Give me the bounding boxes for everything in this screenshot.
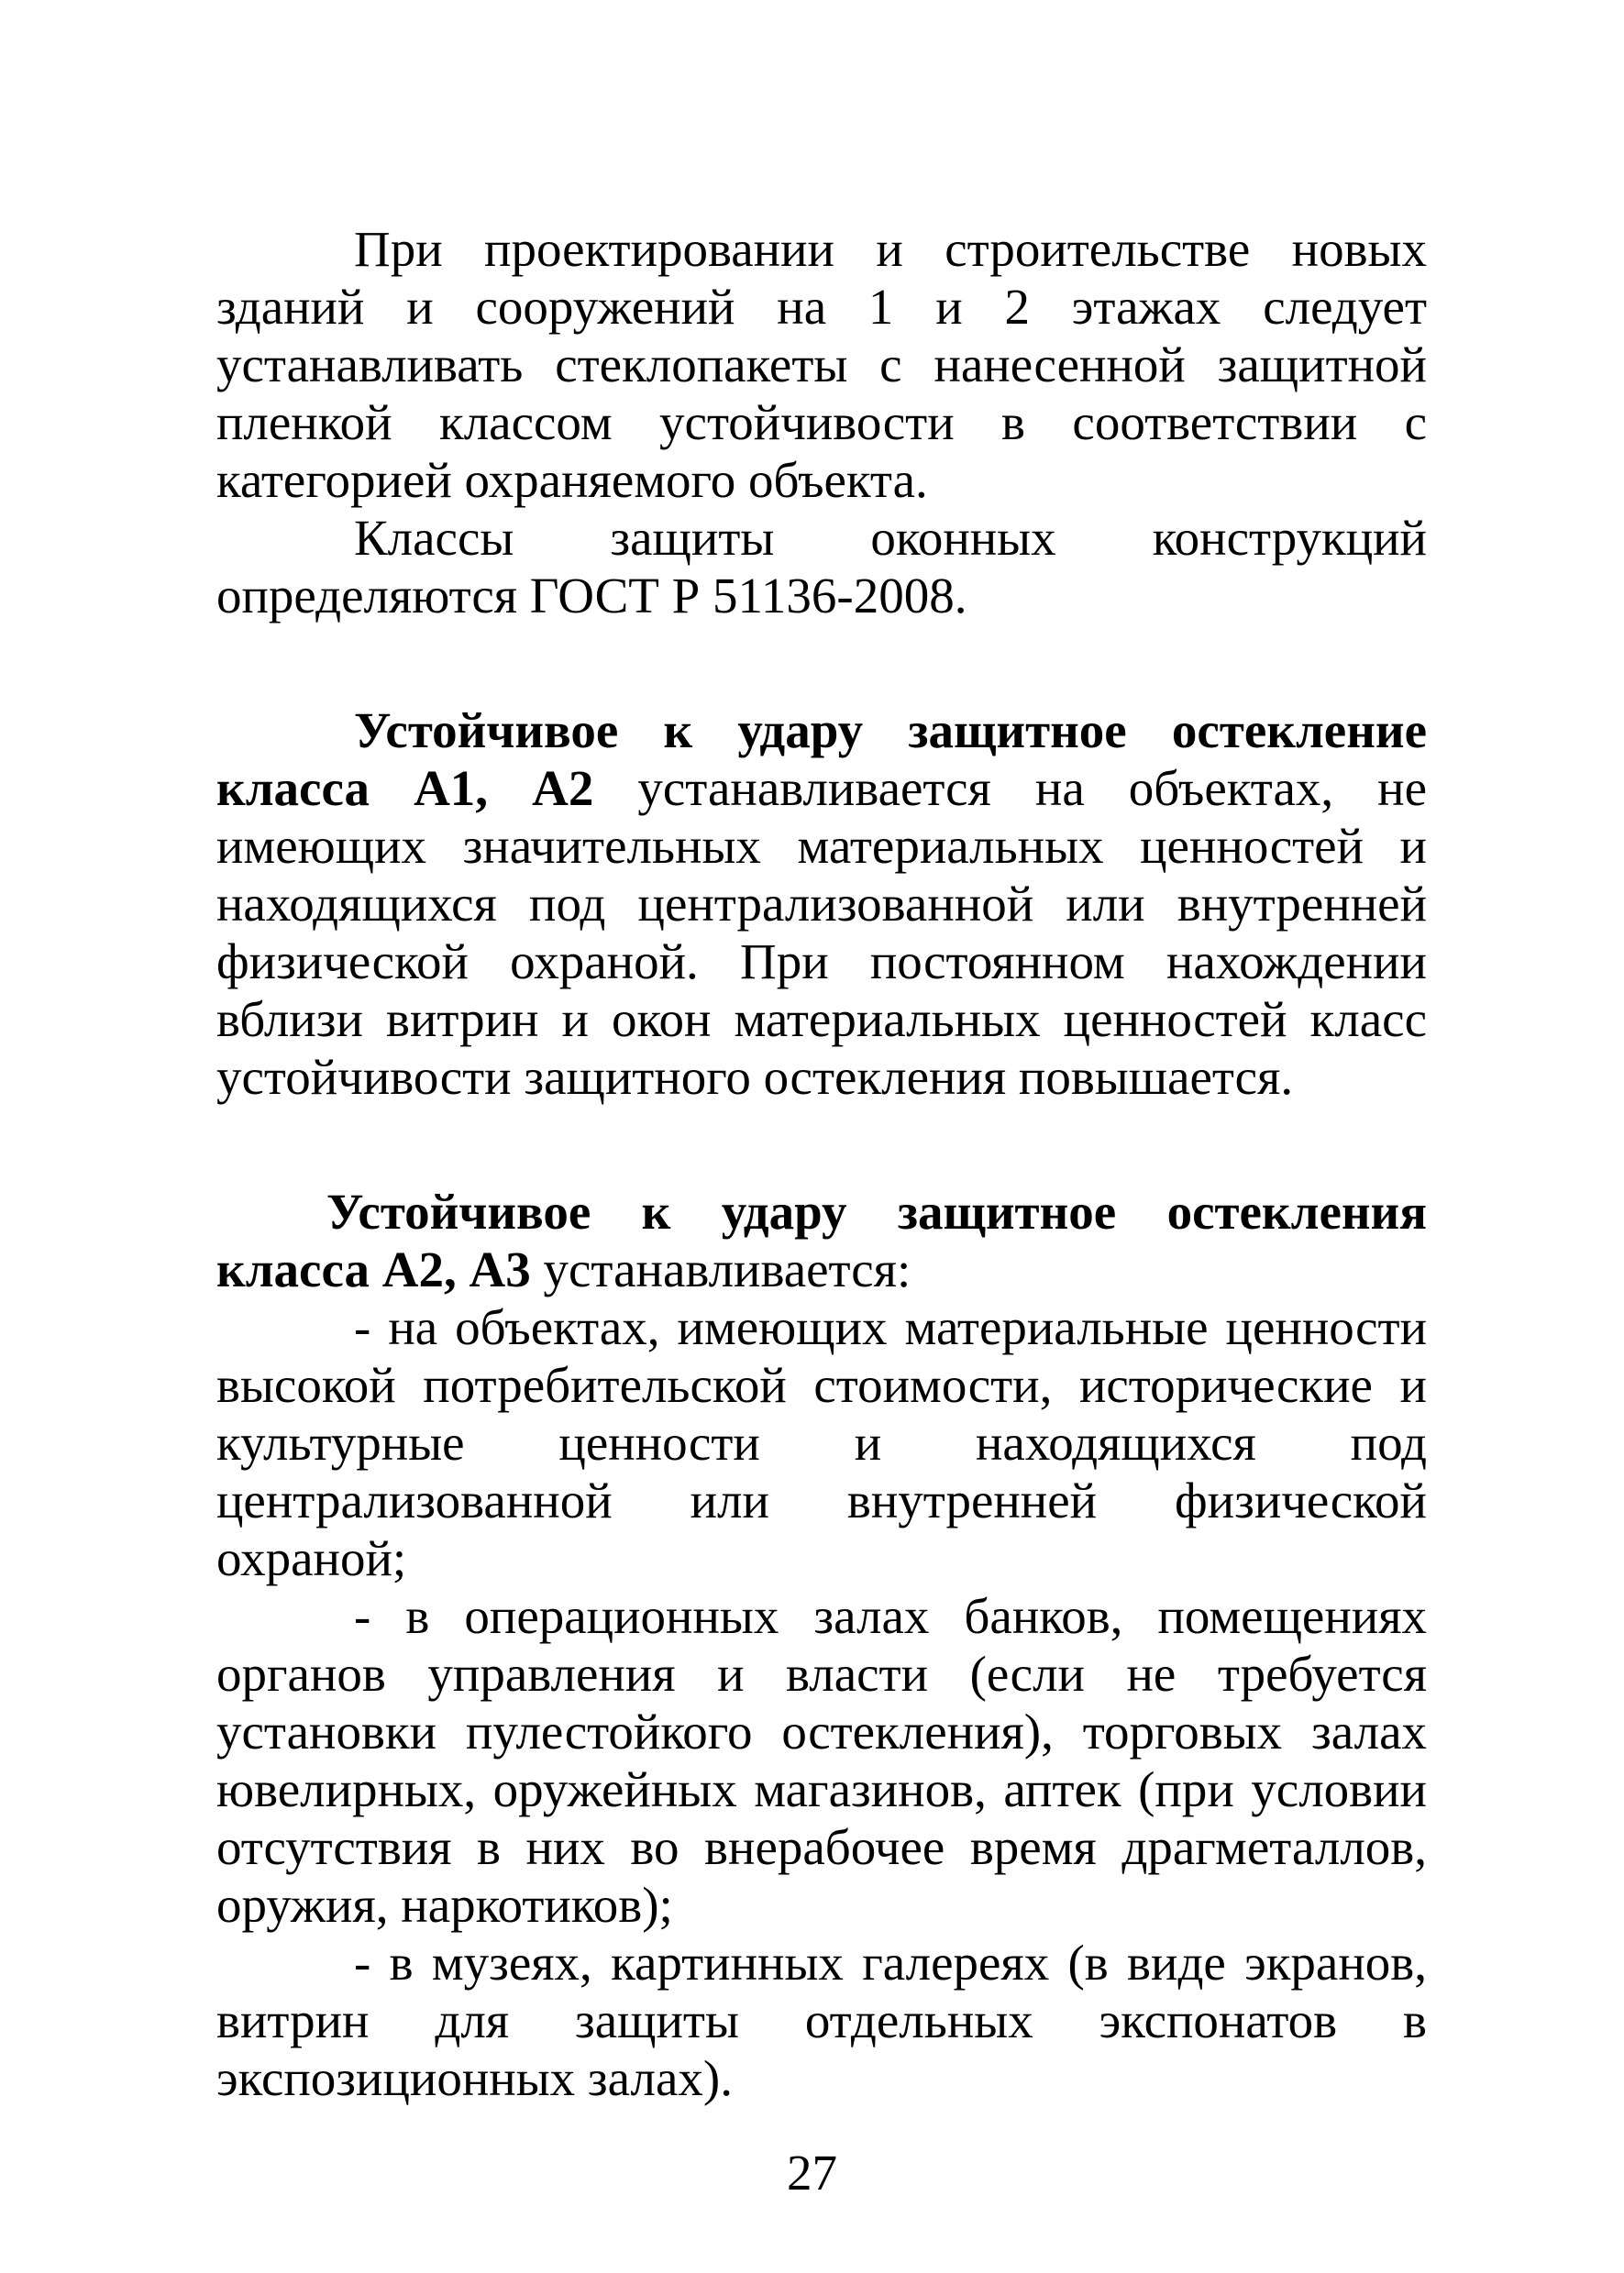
paragraph-protection-classes: Классы защиты оконных конструкций определяются ГОСТ Р 51136-2008. [216, 510, 1427, 623]
list-item-objects: - на объектах, имеющих материальные ценности высокой потребительской стоимости, исторические и культурные ценности и находящихся под централизованной или внутренней физической охраной; [216, 1299, 1427, 1586]
list-item-banks: - в операционных залах банков, помещениях органов управления и власти (если не требуется установки пулестойкого остекления), торговых залах ювелирных, оружейных магазинов, аптек (при условии отсутствия в них во внерабочее время драгметаллов, оружия, наркотиков); [216, 1588, 1427, 1933]
paragraph-new-buildings: При проектировании и строительстве новых зданий и сооружений на 1 и 2 этажах следует устанавливать стеклопакеты с нанесенной защитной пленкой классом устойчивости в соответствии с категорией охраняемого объекта. [216, 221, 1427, 508]
paragraph-lead-bold: Устойчивое к удару защитное остекления класса А2, А3 [216, 1184, 1427, 1297]
paragraph-class-a1-a2 [216, 701, 1427, 1106]
paragraph-text: устанавливается: [530, 1241, 911, 1297]
paragraph-text: устанавливается на объектах, не имеющих значительных материальных ценностей и находящихся под централизованной или внутренней физической охраной. При постоянном нахождении вблизи витрин и окон материальных ценностей класс устойчивости защитного остекления повышается. [216, 760, 1427, 1105]
page-body [216, 220, 1427, 2107]
paragraph-class-a2-a3 [216, 1183, 1427, 1298]
page-number: 27 [787, 2145, 837, 2201]
paragraph-lead-bold: Устойчивое к удару защитное остекление класса А1, А2 [216, 702, 1427, 816]
list-item-museums: - в музеях, картинных галереях (в виде экранов, витрин для защиты отдельных экспонатов в экспозиционных залах). [216, 1935, 1427, 2106]
